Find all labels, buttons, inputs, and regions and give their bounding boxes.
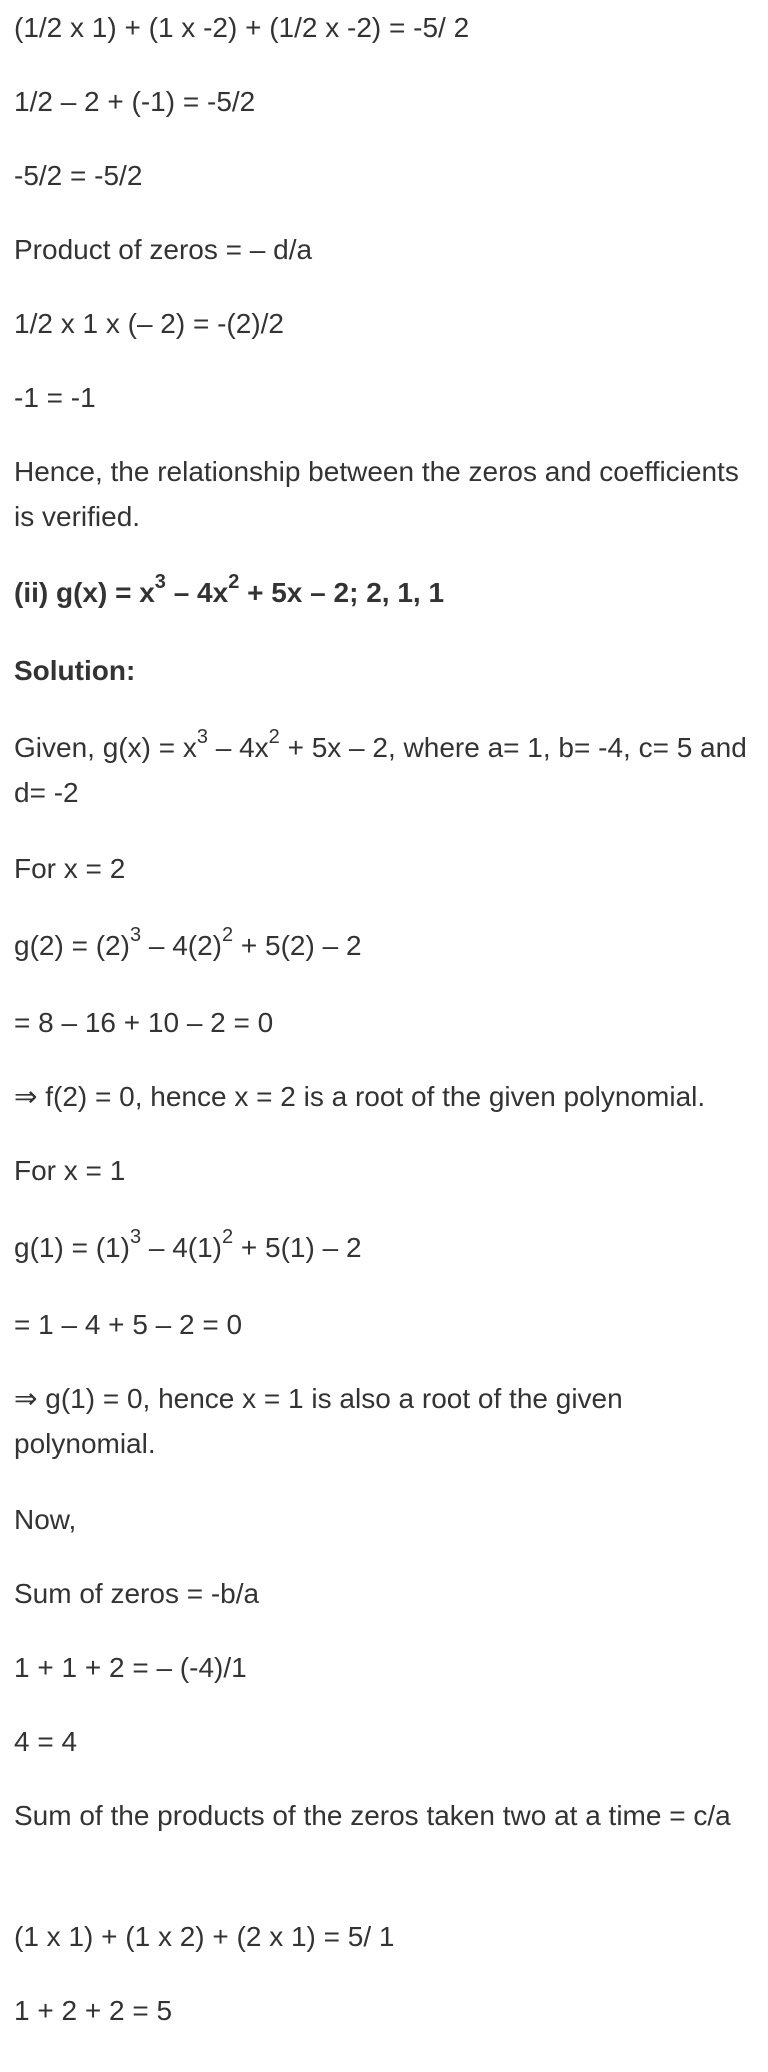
exponent: 2 (222, 924, 234, 946)
text-line: 1 + 2 + 2 = 5 (14, 1995, 173, 2026)
question-heading (14, 570, 760, 615)
exponent: 3 (154, 571, 166, 593)
text-line: -1 = -1 (14, 382, 96, 413)
text-line: 1 + 1 + 2 = – (-4)/1 (14, 1652, 247, 1683)
equation-part: – 4(1) (141, 1232, 222, 1263)
text-line: Now, (14, 1504, 77, 1535)
given-part: – 4x (207, 732, 269, 763)
text-line: Product of zeros = – d/a (14, 234, 313, 265)
text-line: = 1 – 4 + 5 – 2 = 0 (14, 1309, 243, 1340)
equation-part: g(2) = (2) (14, 930, 130, 961)
text-paragraph: Sum of the products of the zeros taken two at a time = c/a (14, 1800, 731, 1831)
given-part: Given, g(x) = x (14, 732, 197, 763)
equation-part: g(1) = (1) (14, 1232, 130, 1263)
exponent: 2 (222, 1226, 234, 1248)
equation-part: + 5(1) – 2 (233, 1232, 362, 1263)
exponent: 2 (268, 726, 280, 748)
solution-label: Solution: (14, 655, 136, 686)
text-line: (1 x 1) + (1 x 2) + (2 x 1) = 5/ 1 (14, 1921, 395, 1952)
exponent: 3 (129, 924, 142, 946)
equation-part: + 5(2) – 2 (233, 930, 362, 961)
exponent: 2 (228, 571, 240, 593)
text-line: Sum of zeros = -b/a (14, 1578, 260, 1609)
equation-line (14, 923, 760, 968)
heading-part: – 4x (165, 577, 229, 608)
text-line: ⇒ f(2) = 0, hence x = 2 is a root of the given polynomial. (14, 1081, 706, 1112)
equation-part: – 4(2) (141, 930, 222, 961)
text-paragraph: ⇒ g(1) = 0, hence x = 1 is also a root of the given polynomial. (14, 1383, 623, 1459)
heading-part: + 5x – 2; 2, 1, 1 (239, 577, 445, 608)
text-line: (1/2 x 1) + (1 x -2) + (1/2 x -2) = -5/ 2 (14, 12, 470, 43)
text-line: 1/2 x 1 x (– 2) = -(2)/2 (14, 308, 284, 339)
exponent: 3 (129, 1226, 142, 1248)
text-line: 4 = 4 (14, 1726, 78, 1757)
text-line: = 8 – 16 + 10 – 2 = 0 (14, 1007, 274, 1038)
given-part: + 5x – 2, where a= 1, b= -4, c= 5 and d= -2 (14, 732, 747, 808)
text-line: For x = 1 (14, 1155, 126, 1186)
exponent: 3 (196, 726, 208, 748)
equation-line (14, 1225, 760, 1270)
text-paragraph: Hence, the relationship between the zeros and coefficients is verified. (14, 456, 739, 532)
given-paragraph (14, 725, 760, 815)
text-line: For x = 2 (14, 853, 126, 884)
heading-part: (ii) g(x) = x (14, 577, 155, 608)
text-line: -5/2 = -5/2 (14, 160, 143, 191)
text-line: 1/2 – 2 + (-1) = -5/2 (14, 86, 256, 117)
